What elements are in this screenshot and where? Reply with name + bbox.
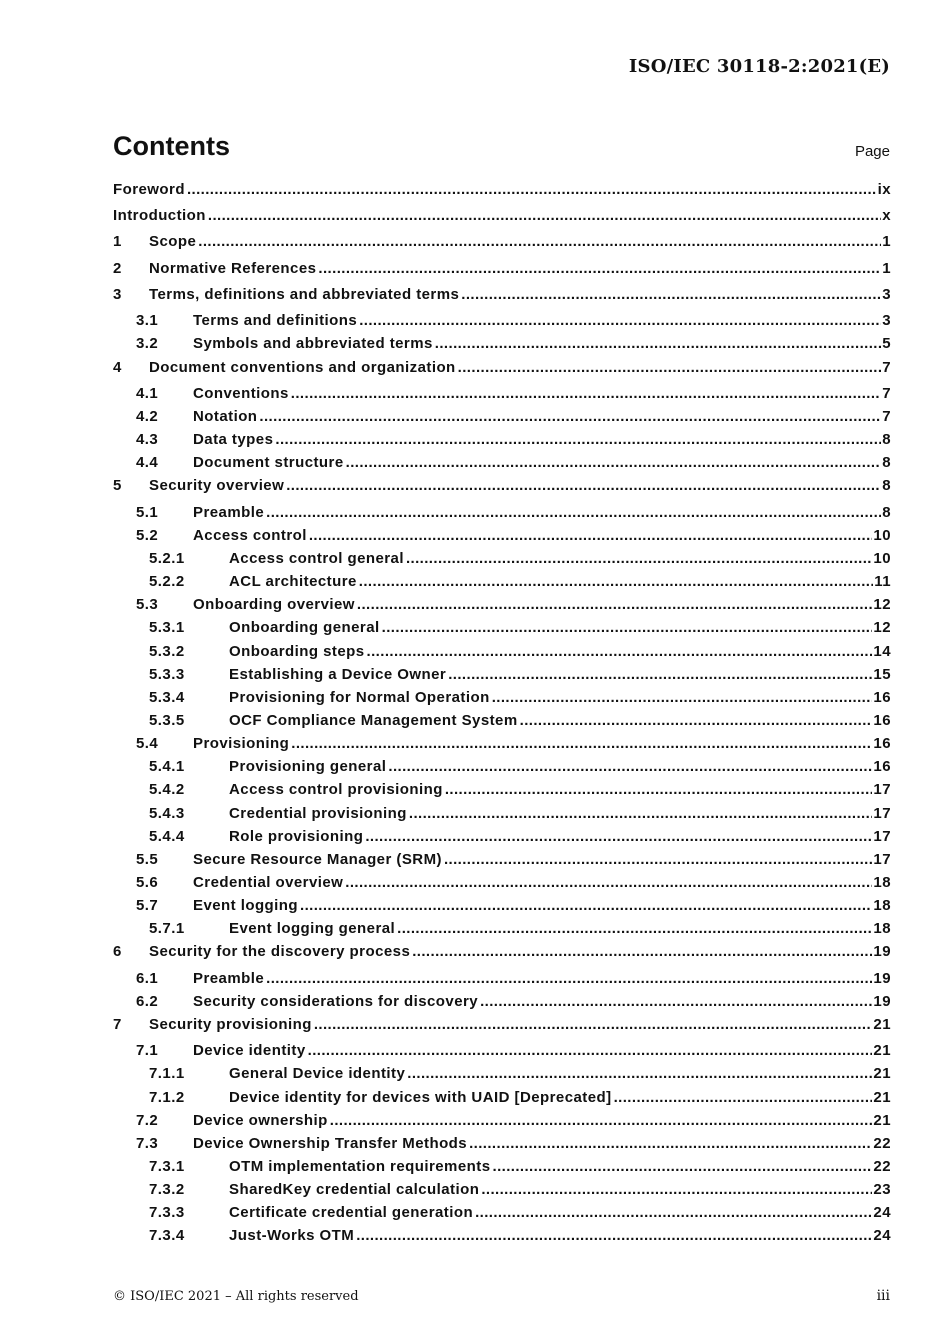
toc-section-title: Role provisioning bbox=[229, 828, 364, 845]
toc-section-number: 1 bbox=[113, 233, 122, 250]
toc-section-number: 5.7 bbox=[136, 897, 159, 914]
toc-entry[interactable] bbox=[113, 504, 891, 526]
toc-section-title: Security provisioning bbox=[149, 1016, 312, 1033]
toc-section-number: 5.3.3 bbox=[149, 666, 185, 683]
toc-entry[interactable] bbox=[113, 897, 891, 919]
toc-entry[interactable] bbox=[113, 1158, 891, 1180]
toc-entry[interactable] bbox=[113, 573, 891, 595]
toc-dot-leader bbox=[448, 666, 872, 683]
toc-page-number: 11 bbox=[874, 573, 891, 590]
toc-section-number: 7.1.1 bbox=[149, 1065, 185, 1082]
toc-page-number: 24 bbox=[873, 1227, 891, 1244]
toc-section-number: 7.1 bbox=[136, 1042, 159, 1059]
toc-dot-leader bbox=[359, 312, 881, 329]
toc-dot-leader bbox=[382, 619, 873, 636]
toc-dot-leader bbox=[407, 1065, 872, 1082]
toc-dot-leader bbox=[314, 1016, 873, 1033]
toc-dot-leader bbox=[330, 1112, 873, 1129]
toc-section-title: Certificate credential generation bbox=[229, 1204, 474, 1221]
toc-page-number: 21 bbox=[873, 1089, 891, 1106]
toc-section-title: Notation bbox=[193, 408, 258, 425]
toc-page-number: 16 bbox=[873, 735, 891, 752]
toc-entry[interactable] bbox=[113, 805, 891, 827]
toc-page-number: 17 bbox=[873, 851, 891, 868]
toc-section-title: Secure Resource Manager (SRM) bbox=[193, 851, 442, 868]
toc-section-title: Device identity for devices with UAID [Deprecated] bbox=[229, 1089, 612, 1106]
toc-page-number: 17 bbox=[873, 805, 891, 822]
toc-entry[interactable] bbox=[113, 619, 891, 641]
document-id-header: ISO/IEC 30118-2:2021(E) bbox=[628, 56, 890, 77]
copyright-footer: © ISO/IEC 2021 – All rights reserved bbox=[113, 1289, 359, 1304]
toc-section-number: 6.2 bbox=[136, 993, 159, 1010]
toc-entry[interactable] bbox=[113, 312, 891, 334]
toc-section-number: 3.1 bbox=[136, 312, 159, 329]
toc-dot-leader bbox=[266, 504, 881, 521]
toc-section-number: 7.3.2 bbox=[149, 1181, 185, 1198]
toc-page-number: 10 bbox=[873, 527, 891, 544]
toc-dot-leader bbox=[266, 970, 872, 987]
toc-page-number: 17 bbox=[873, 781, 891, 798]
toc-section-title: Event logging general bbox=[229, 920, 396, 937]
toc-page-number: 1 bbox=[882, 260, 891, 277]
toc-page-number: 7 bbox=[882, 408, 891, 425]
toc-entry[interactable] bbox=[113, 286, 891, 308]
toc-dot-leader bbox=[406, 550, 872, 567]
toc-entry[interactable] bbox=[113, 1135, 891, 1157]
toc-page-number: 15 bbox=[873, 666, 891, 683]
toc-page-number: x bbox=[882, 207, 891, 224]
toc-section-title: Access control provisioning bbox=[229, 781, 443, 798]
toc-dot-leader bbox=[367, 643, 873, 660]
page-column-label: Page bbox=[854, 143, 890, 160]
toc-section-title: Preamble bbox=[193, 504, 265, 521]
toc-section-title: Security for the discovery process bbox=[149, 943, 411, 960]
toc-page-number: 22 bbox=[873, 1158, 891, 1175]
toc-section-title: SharedKey credential calculation bbox=[229, 1181, 480, 1198]
toc-section-title: Provisioning for Normal Operation bbox=[229, 689, 490, 706]
toc-dot-leader bbox=[286, 477, 881, 494]
toc-entry[interactable] bbox=[113, 689, 891, 711]
toc-section-title: Device Ownership Transfer Methods bbox=[193, 1135, 468, 1152]
toc-entry[interactable] bbox=[113, 1065, 891, 1087]
toc-section-number: 7.3 bbox=[136, 1135, 159, 1152]
toc-dot-leader bbox=[469, 1135, 872, 1152]
toc-page-number: 18 bbox=[873, 920, 891, 937]
toc-page-number: 8 bbox=[882, 477, 891, 494]
toc-section-number: 4.1 bbox=[136, 385, 159, 402]
toc-entry[interactable] bbox=[113, 1016, 891, 1038]
toc-section-number: 7.2 bbox=[136, 1112, 159, 1129]
toc-section-number: 5.1 bbox=[136, 504, 159, 521]
toc-page-number: 16 bbox=[873, 758, 891, 775]
toc-section-title: Onboarding general bbox=[229, 619, 380, 636]
toc-page-number: 16 bbox=[873, 712, 891, 729]
toc-entry[interactable] bbox=[113, 260, 891, 282]
toc-dot-leader bbox=[480, 993, 872, 1010]
toc-section-number: 5.4.1 bbox=[149, 758, 185, 775]
toc-page-number: 14 bbox=[873, 643, 891, 660]
toc-page-number: 21 bbox=[873, 1042, 891, 1059]
toc-page-number: 19 bbox=[873, 943, 891, 960]
contents-title: Contents bbox=[113, 131, 230, 161]
toc-page-number: ix bbox=[877, 181, 891, 198]
toc-section-title: Security overview bbox=[149, 477, 285, 494]
toc-section-title: Terms and definitions bbox=[193, 312, 358, 329]
toc-dot-leader bbox=[198, 233, 881, 250]
toc-entry[interactable] bbox=[113, 477, 891, 499]
toc-section-title: Introduction bbox=[113, 207, 206, 224]
toc-dot-leader bbox=[208, 207, 881, 224]
toc-section-title: Scope bbox=[149, 233, 197, 250]
toc-page-number: 7 bbox=[882, 385, 891, 402]
toc-dot-leader bbox=[187, 181, 877, 198]
toc-page-number: 19 bbox=[873, 970, 891, 987]
toc-dot-leader bbox=[275, 431, 881, 448]
toc-entry[interactable] bbox=[113, 181, 891, 203]
toc-dot-leader bbox=[356, 1227, 872, 1244]
toc-entry[interactable] bbox=[113, 431, 891, 453]
toc-entry[interactable] bbox=[113, 712, 891, 734]
toc-entry[interactable] bbox=[113, 550, 891, 572]
toc-section-number: 3 bbox=[113, 286, 122, 303]
toc-entry[interactable] bbox=[113, 207, 891, 229]
toc-entry[interactable] bbox=[113, 643, 891, 665]
toc-dot-leader bbox=[397, 920, 872, 937]
toc-page-number: 23 bbox=[873, 1181, 891, 1198]
toc-entry[interactable] bbox=[113, 596, 891, 618]
toc-section-number: 5.6 bbox=[136, 874, 159, 891]
toc-section-title: Onboarding overview bbox=[193, 596, 355, 613]
toc-entry[interactable] bbox=[113, 454, 891, 476]
toc-section-title: Device ownership bbox=[193, 1112, 328, 1129]
toc-entry[interactable] bbox=[113, 408, 891, 430]
toc-dot-leader bbox=[445, 781, 873, 798]
toc-section-title: Onboarding steps bbox=[229, 643, 365, 660]
toc-entry[interactable] bbox=[113, 735, 891, 757]
toc-section-number: 4.3 bbox=[136, 431, 159, 448]
toc-section-number: 5.4.4 bbox=[149, 828, 185, 845]
toc-dot-leader bbox=[481, 1181, 872, 1198]
toc-page-number: 3 bbox=[882, 286, 891, 303]
toc-section-title: Provisioning general bbox=[229, 758, 387, 775]
toc-entry[interactable] bbox=[113, 920, 891, 942]
toc-dot-leader bbox=[346, 454, 882, 471]
toc-entry[interactable] bbox=[113, 233, 891, 255]
toc-entry[interactable] bbox=[113, 758, 891, 780]
toc-page-number: 7 bbox=[882, 359, 891, 376]
toc-entry[interactable] bbox=[113, 1181, 891, 1203]
toc-page-number: 10 bbox=[873, 550, 891, 567]
toc-entry[interactable] bbox=[113, 874, 891, 896]
toc-page-number: 21 bbox=[873, 1112, 891, 1129]
toc-section-number: 5.3.1 bbox=[149, 619, 185, 636]
toc-section-title: Device identity bbox=[193, 1042, 306, 1059]
toc-entry[interactable] bbox=[113, 943, 891, 965]
toc-section-number: 4.2 bbox=[136, 408, 159, 425]
toc-page-number: 3 bbox=[882, 312, 891, 329]
toc-dot-leader bbox=[444, 851, 872, 868]
toc-page-number: 18 bbox=[873, 874, 891, 891]
toc-section-title: Data types bbox=[193, 431, 274, 448]
toc-dot-leader bbox=[614, 1089, 873, 1106]
toc-page-number: 18 bbox=[873, 897, 891, 914]
toc-section-title: Conventions bbox=[193, 385, 289, 402]
toc-section-title: Foreword bbox=[113, 181, 185, 198]
toc-section-number: 2 bbox=[113, 260, 122, 277]
toc-section-number: 5.4 bbox=[136, 735, 159, 752]
toc-entry[interactable] bbox=[113, 527, 891, 549]
toc-page-number: 8 bbox=[882, 454, 891, 471]
toc-page-number: 21 bbox=[873, 1065, 891, 1082]
toc-dot-leader bbox=[493, 1158, 873, 1175]
toc-dot-leader bbox=[492, 689, 873, 706]
toc-section-title: Provisioning bbox=[193, 735, 290, 752]
toc-section-title: Terms, definitions and abbreviated terms bbox=[149, 286, 460, 303]
toc-page-number: 24 bbox=[873, 1204, 891, 1221]
toc-section-number: 6.1 bbox=[136, 970, 159, 987]
toc-section-number: 7 bbox=[113, 1016, 122, 1033]
toc-section-number: 6 bbox=[113, 943, 122, 960]
toc-section-number: 4.4 bbox=[136, 454, 159, 471]
toc-entry[interactable] bbox=[113, 993, 891, 1015]
toc-page-number: 8 bbox=[882, 504, 891, 521]
toc-page-number: 19 bbox=[873, 993, 891, 1010]
toc-section-title: Document structure bbox=[193, 454, 344, 471]
toc-entry[interactable] bbox=[113, 385, 891, 407]
toc-section-number: 4 bbox=[113, 359, 122, 376]
toc-page-number: 16 bbox=[873, 689, 891, 706]
toc-dot-leader bbox=[409, 805, 873, 822]
toc-dot-leader bbox=[291, 735, 872, 752]
toc-page-number: 21 bbox=[873, 1016, 891, 1033]
toc-page-number: 22 bbox=[873, 1135, 891, 1152]
toc-dot-leader bbox=[318, 260, 881, 277]
toc-section-title: ACL architecture bbox=[229, 573, 357, 590]
toc-section-number: 5.4.3 bbox=[149, 805, 185, 822]
toc-dot-leader bbox=[291, 385, 881, 402]
toc-section-title: OTM implementation requirements bbox=[229, 1158, 491, 1175]
toc-dot-leader bbox=[412, 943, 872, 960]
toc-dot-leader bbox=[345, 874, 872, 891]
toc-dot-leader bbox=[259, 408, 881, 425]
toc-section-number: 7.3.4 bbox=[149, 1227, 185, 1244]
toc-section-title: Credential overview bbox=[193, 874, 344, 891]
toc-dot-leader bbox=[300, 897, 872, 914]
toc-page-number: 12 bbox=[873, 596, 891, 613]
toc-section-title: Access control bbox=[193, 527, 307, 544]
toc-section-number: 5.3.2 bbox=[149, 643, 185, 660]
toc-entry[interactable] bbox=[113, 1089, 891, 1111]
toc-section-title: Symbols and abbreviated terms bbox=[193, 335, 433, 352]
toc-dot-leader bbox=[388, 758, 872, 775]
toc-section-title: Preamble bbox=[193, 970, 265, 987]
toc-dot-leader bbox=[461, 286, 881, 303]
toc-section-title: Credential provisioning bbox=[229, 805, 407, 822]
toc-dot-leader bbox=[520, 712, 873, 729]
toc-entry[interactable] bbox=[113, 359, 891, 381]
toc-section-title: OCF Compliance Management System bbox=[229, 712, 518, 729]
toc-entry[interactable] bbox=[113, 1112, 891, 1134]
toc-section-number: 7.1.2 bbox=[149, 1089, 185, 1106]
toc-section-title: Security considerations for discovery bbox=[193, 993, 479, 1010]
toc-dot-leader bbox=[359, 573, 873, 590]
toc-section-number: 5.3.5 bbox=[149, 712, 185, 729]
toc-dot-leader bbox=[357, 596, 872, 613]
toc-section-number: 5.5 bbox=[136, 851, 159, 868]
toc-dot-leader bbox=[435, 335, 881, 352]
toc-page-number: 12 bbox=[873, 619, 891, 636]
toc-section-number: 7.3.3 bbox=[149, 1204, 185, 1221]
toc-section-number: 5 bbox=[113, 477, 122, 494]
toc-dot-leader bbox=[458, 359, 882, 376]
toc-section-title: Document conventions and organization bbox=[149, 359, 456, 376]
toc-page-number: 17 bbox=[873, 828, 891, 845]
toc-section-number: 5.4.2 bbox=[149, 781, 185, 798]
toc-section-number: 5.3.4 bbox=[149, 689, 185, 706]
toc-section-title: Event logging bbox=[193, 897, 299, 914]
toc-dot-leader bbox=[308, 1042, 873, 1059]
toc-entry[interactable] bbox=[113, 781, 891, 803]
toc-section-title: General Device identity bbox=[229, 1065, 406, 1082]
toc-section-number: 5.2.1 bbox=[149, 550, 185, 567]
toc-entry[interactable] bbox=[113, 1227, 891, 1249]
toc-section-title: Access control general bbox=[229, 550, 404, 567]
toc-section-number: 5.7.1 bbox=[149, 920, 185, 937]
page-number: iii bbox=[876, 1288, 890, 1304]
toc-entry[interactable] bbox=[113, 828, 891, 850]
toc-section-number: 5.2.2 bbox=[149, 573, 185, 590]
toc-section-number: 7.3.1 bbox=[149, 1158, 185, 1175]
toc-section-number: 3.2 bbox=[136, 335, 159, 352]
toc-dot-leader bbox=[365, 828, 872, 845]
toc-section-number: 5.3 bbox=[136, 596, 159, 613]
toc-entry[interactable] bbox=[113, 970, 891, 992]
toc-dot-leader bbox=[475, 1204, 872, 1221]
toc-section-number: 5.2 bbox=[136, 527, 159, 544]
toc-section-title: Normative References bbox=[149, 260, 317, 277]
toc-entry[interactable] bbox=[113, 851, 891, 873]
toc-section-title: Establishing a Device Owner bbox=[229, 666, 447, 683]
toc-page-number: 8 bbox=[882, 431, 891, 448]
toc-page-number: 1 bbox=[882, 233, 891, 250]
toc-page-number: 5 bbox=[882, 335, 891, 352]
toc-entry[interactable] bbox=[113, 335, 891, 357]
toc-entry[interactable] bbox=[113, 666, 891, 688]
toc-entry[interactable] bbox=[113, 1204, 891, 1226]
toc-dot-leader bbox=[309, 527, 873, 544]
toc-section-title: Just-Works OTM bbox=[229, 1227, 355, 1244]
toc-entry[interactable] bbox=[113, 1042, 891, 1064]
